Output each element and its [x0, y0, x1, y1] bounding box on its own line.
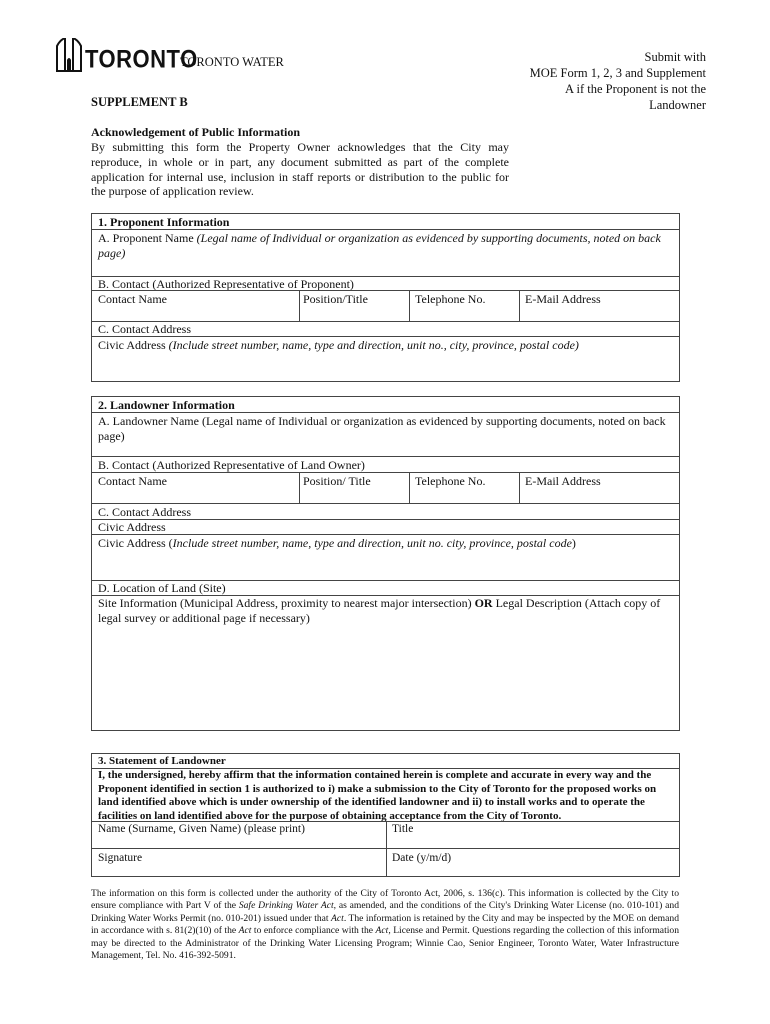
position-title-field[interactable]: Position/ Title — [303, 474, 371, 488]
or-label: OR — [474, 596, 493, 610]
toronto-logo — [56, 38, 198, 72]
signature-field[interactable]: Signature — [98, 852, 143, 864]
submit-note-line: MOE Form 1, 2, 3 and Supplement — [529, 66, 706, 80]
logo-wordmark: TORONTO — [85, 44, 198, 74]
notice-text: . The information is retained by the City and may be inspected by the MOE on demand in accordance with s. 81(2)(10) of the — [91, 912, 679, 937]
acknowledgement-body: By submitting this form the Property Owner acknowledges that the City may reproduce, in whole or in part, any document submitted as part of the complete application for internal use, inclusion in staff reports or distribution to the public for the purpose of application review. — [91, 140, 509, 199]
civic-address-label: Civic Address — [98, 520, 166, 534]
notice-text-italic: Act — [238, 925, 252, 937]
site-information-field[interactable] — [98, 596, 668, 626]
location-label: D. Location of Land (Site) — [98, 581, 226, 595]
field-label: Legal Description (Attach copy of legal survey or additional page if necessary) — [98, 596, 661, 625]
contact-address-label: C. Contact Address — [98, 322, 191, 336]
field-label: A. Proponent Name — [98, 231, 197, 245]
field-label: Civic Address ( — [98, 536, 173, 550]
email-field[interactable]: E-Mail Address — [525, 474, 601, 488]
department-name: TORONTO WATER — [180, 55, 284, 69]
telephone-field[interactable]: Telephone No. — [415, 292, 486, 306]
notice-text: , License and Permit. Questions regarding the collection of this information may be directed to the Administrator of the Drinking Water Licensing Program; Winnie Cao, Senior Engineer, Toronto Water, Water Infrastructure Management, Tel. No. 416-392-5091. — [91, 925, 679, 962]
field-label-close: ) — [571, 536, 576, 550]
submit-note-line: Landowner — [649, 98, 706, 112]
notice-text-italic: Act — [375, 925, 389, 937]
landowner-section — [91, 396, 680, 731]
section-title: 3. Statement of Landowner — [98, 755, 226, 767]
contact-label: B. Contact (Authorized Representative of Proponent) — [98, 277, 354, 291]
proponent-name-field[interactable] — [98, 231, 672, 261]
field-label: Civic Address — [98, 338, 169, 352]
notice-text: , as amended, and the conditions of the City's Drinking Water License (no. 010-101) and Drinking Water Works Permit (no. 010-201) issued under that — [91, 900, 679, 924]
section-title: 2. Landowner Information — [98, 398, 235, 412]
submit-note-line: Submit with — [644, 50, 706, 64]
notice-text-italic: Safe Drinking Water Act — [238, 900, 334, 912]
date-field[interactable]: Date (y/m/d) — [392, 852, 452, 864]
statement-section — [91, 753, 680, 877]
section-title: 1. Proponent Information — [98, 215, 230, 229]
civic-address-field[interactable] — [98, 536, 576, 551]
notice-text: to enforce compliance with the — [251, 925, 376, 937]
supplement-title: SUPPLEMENT B — [91, 95, 188, 109]
telephone-field[interactable]: Telephone No. — [415, 474, 486, 488]
landowner-statement: I, the undersigned, hereby affirm that the information contained herein is complete and accurate in every way and the Proponent identified in section 1 is authorized to i) make a submission to the City of Toronto for the proposed works on land identified above which is under ownership of the identified landowner and ii) to install works and to operate the facilities on land identified above for the purpose of obtaining acceptance from the City of Toronto. — [98, 769, 657, 822]
email-field[interactable]: E-Mail Address — [525, 292, 601, 306]
field-note: (Legal name of Individual or organization as evidenced by supporting documents, noted on back page) — [98, 231, 661, 260]
contact-name-field[interactable]: Contact Name — [98, 474, 167, 488]
position-title-field[interactable]: Position/Title — [303, 292, 368, 306]
civic-address-field[interactable] — [98, 338, 579, 353]
field-note: (Include street number, name, type and direction, unit no., city, province, postal code) — [168, 338, 579, 352]
contact-address-label: C. Contact Address — [98, 505, 191, 519]
submit-note-line: A if the Proponent is not the — [565, 82, 706, 96]
city-hall-icon — [56, 38, 82, 72]
submit-note — [486, 49, 706, 113]
name-field[interactable]: Name (Surname, Given Name) (please print) — [98, 823, 305, 835]
contact-name-field[interactable]: Contact Name — [98, 292, 167, 306]
notice-text: The information on this form is collected under the authority of the City of Toronto Act, 2006, s. 136(c). This information is collected by the City to ensure compliance with Part V of the — [91, 888, 679, 912]
proponent-section — [91, 213, 680, 382]
field-note: Include street number, name, type and direction, unit no. city, province, postal code — [172, 536, 572, 550]
title-field[interactable]: Title — [392, 823, 414, 835]
privacy-notice — [91, 888, 679, 962]
landowner-name-field[interactable]: A. Landowner Name (Legal name of Individual or organization as evidenced by supporting documents, noted on back page) — [98, 414, 666, 443]
contact-label: B. Contact (Authorized Representative of Land Owner) — [98, 458, 365, 472]
acknowledgement-title: Acknowledgement of Public Information — [91, 125, 300, 139]
field-label: Site Information (Municipal Address, proximity to nearest major intersection) — [98, 596, 475, 610]
notice-text-italic: Act — [331, 912, 344, 924]
